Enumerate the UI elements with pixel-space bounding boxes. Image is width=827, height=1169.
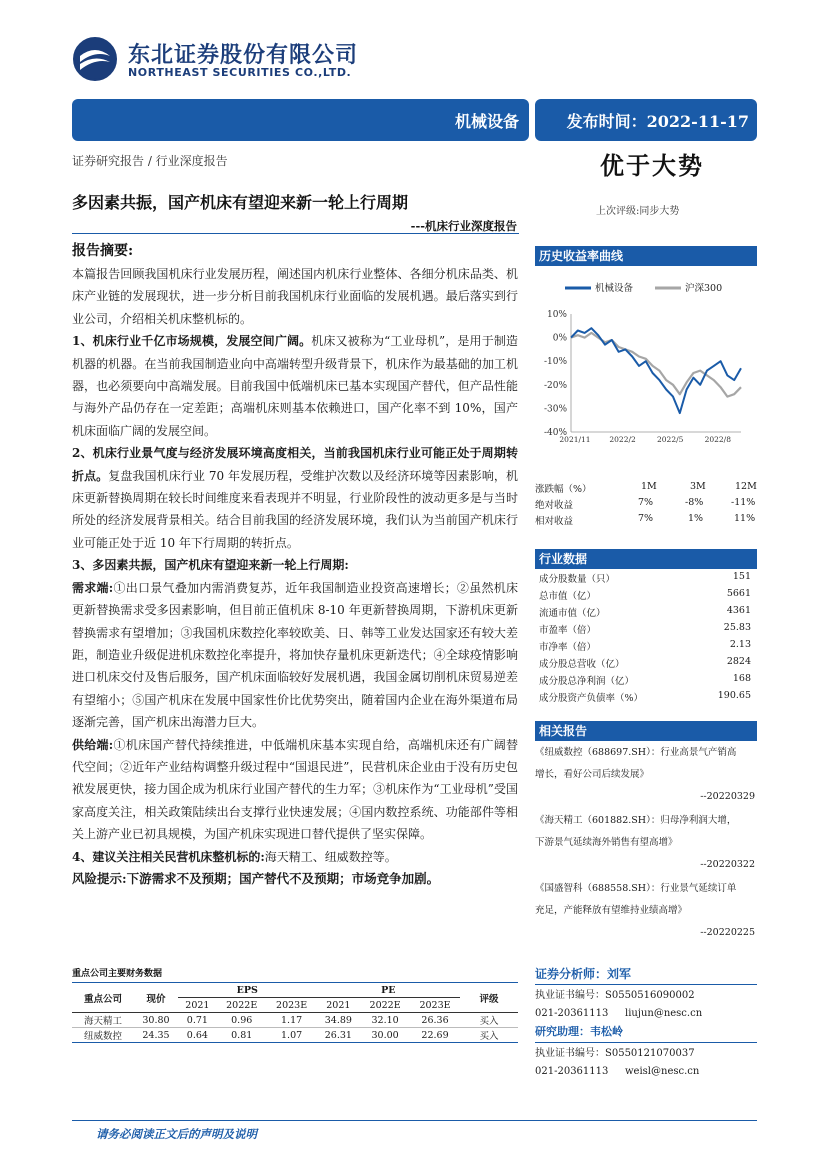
list-item[interactable]: 《海天精工（601882.SH）：归母净利润大增， 下游景气延续海外销售有望高增》 --20220322 <box>535 815 755 870</box>
analyst-1-title: 证券分析师：刘军 <box>535 967 632 981</box>
table-row: 总市值（亿） 5661 <box>539 588 751 602</box>
return-chart-svg <box>535 270 757 465</box>
financial-table-caption: 重点公司主要财务数据 <box>72 969 163 979</box>
abstract-demand: 需求端:①出口景气叠加内需消费复苏，近年我国制造业投资高速增长；②虽然机床更新替换需求受多因素影响，但目前正值机床 8-10 年更新替换周期，下游机床更新替换需求有望增加；③我国机床数控化率较欧美、日、韩等工业发达国家还有较大差距，制造业升级促进机床数控化率提升，将加快存量机床更新迭代；④全球疫情影响进口机床交付及售后服务，国产机床面临较好发展机遇，我国金属切削机床贸易逆差有望缩小；⑤国产机床在发展中国家性价比优势突出，随着国内企业在海外渠道布局逐渐完善，国产机床出海潜力巨大。 <box>72 580 518 730</box>
table-row: 绝对收益 7% -8% -11% <box>535 497 756 511</box>
analyst-divider <box>535 984 757 985</box>
related-reports-list <box>535 742 757 946</box>
previous-rating: 上次评级:同步大势 <box>596 206 680 217</box>
x-tick-label: 2022/2 <box>609 435 636 444</box>
performance-table <box>535 479 757 527</box>
table-row: 纽威数控 24.35 0.64 0.81 1.07 26.31 30.00 22.69 买入 <box>72 1028 518 1043</box>
industry-data-table <box>535 569 757 705</box>
analyst-2-cert: 执业证书编号：S0550121070037 <box>535 1048 695 1059</box>
date-banner <box>535 99 757 141</box>
series-line-machinery <box>571 328 741 413</box>
analyst-block <box>535 965 757 1081</box>
related-reports-heading: 相关报告 <box>535 721 757 741</box>
table-row: 成分股资产负债率（%） 190.65 <box>539 690 751 704</box>
publish-date: 发布时间：2022-11-17 <box>566 112 749 131</box>
x-tick-label: 2022/5 <box>657 435 684 444</box>
abstract-body <box>72 263 518 890</box>
list-item[interactable]: 《国盛智科（688558.SH）：行业景气延续订单 充足，产能释放有望维持业绩高增》 --20220225 <box>535 883 755 938</box>
company-name-cn: 东北证券股份有限公司 <box>128 43 359 68</box>
table-header-row: 重点公司 现价 EPS PE 评级 <box>72 983 518 998</box>
company-logo <box>72 36 392 86</box>
chart-section-heading: 历史收益率曲线 <box>535 246 757 266</box>
abstract-heading: 报告摘要: <box>72 243 134 259</box>
risk-warning: 风险提示:下游需求不及预期；国产替代不及预期；市场竞争加剧。 <box>72 870 440 886</box>
company-logo-mark-icon <box>72 36 118 82</box>
y-tick-label: -10% <box>543 357 567 368</box>
industry-banner <box>72 99 529 141</box>
abstract-intro: 本篇报告回顾我国机床行业发展历程，阐述国内机床行业整体、各细分机床品类、机床产业链的发展现状，进一步分析目前我国机床行业面临的发展机遇。最后落实到行业公司，介绍相关机床整机标的。 <box>72 267 518 326</box>
table-row: 成分股总营收（亿） 2824 <box>539 656 751 670</box>
analyst-2-title: 研究助理：韦松岭 <box>535 1025 623 1038</box>
legend-label: 沪深300 <box>685 283 723 294</box>
return-chart <box>535 270 757 465</box>
y-tick-label: -40% <box>543 428 567 438</box>
title-divider <box>72 233 519 234</box>
x-tick-label: 2021/11 <box>559 435 591 444</box>
abstract-point-2: 2、机床行业景气度与经济发展环境高度相关，当前我国机床行业可能正处于周期转折点。复盘我国机床行业 70 年发展历程，受维护次数以及经济环境等因素影响，机床更新替换周期在较长时间维度来看表现并不明显，行业阶段性的波动更多是与当时所处的经济发展背景相关。结合目前我国的经济发展环境，我们认为当前国产机床行业可能正处于近 10 年下行周期的转折点。 <box>72 446 518 550</box>
table-row: 市盈率（倍） 25.83 <box>539 622 751 636</box>
report-subtitle: ---机床行业深度报告 <box>410 219 517 233</box>
report-type: 证券研究报告 / 行业深度报告 <box>72 154 228 168</box>
analyst-divider <box>535 1042 757 1043</box>
analyst-2-contact: 021-20361113 weisl@nesc.cn <box>535 1063 757 1081</box>
industry-data-heading: 行业数据 <box>535 549 757 569</box>
y-tick-label: -30% <box>543 404 567 415</box>
table-row: 相对收益 7% 1% 11% <box>535 513 756 527</box>
analyst-1-email[interactable]: liujun@nesc.cn <box>625 1008 703 1019</box>
table-row: 流通市值（亿） 4361 <box>539 605 751 619</box>
list-item[interactable]: 《纽威数控（688697.SH）：行业高景气产销高 增长，看好公司后续发展》 --20220329 <box>535 747 755 802</box>
report-title: 多因素共振，国产机床有望迎来新一轮上行周期 <box>72 193 409 212</box>
table-year-row: 2021 2022E 2023E 2021 2022E 2023E <box>72 998 518 1013</box>
performance-header-row: 涨跌幅（%） 1M 3M 12M <box>535 481 757 495</box>
table-row: 海天精工 30.80 0.71 0.96 1.17 34.89 32.10 26.36 买入 <box>72 1013 518 1028</box>
x-tick-label: 2022/8 <box>704 435 731 444</box>
table-row: 成分股数量（只） 151 <box>539 571 751 585</box>
analyst-1-contact: 021-20361113 liujun@nesc.cn <box>535 1005 757 1023</box>
footer-notice: 请务必阅读正文后的声明及说明 <box>96 1127 257 1141</box>
analyst-2-email[interactable]: weisl@nesc.cn <box>625 1066 700 1077</box>
abstract-point-1: 1、机床行业千亿市场规模，发展空间广阔。机床又被称为“工业母机”，是用于制造机器的机器。在当前我国制造业向中高端转型升级背景下，机床作为最基础的加工机器，也必须要向中高端发展。目前我国中低端机床已基本实现国产替代，但产品性能与海外产品仍存在一定差距；高端机床则基本依赖进口，国产化率不到 10%，国产机床面临广阔的发展空间。 <box>72 334 518 438</box>
footer-divider <box>72 1120 757 1121</box>
analyst-1-cert: 执业证书编号：S0550516090002 <box>535 990 695 1001</box>
legend-label: 机械设备 <box>595 283 634 294</box>
table-row: 市净率（倍） 2.13 <box>539 639 751 653</box>
abstract-point-3: 3、多因素共振，国产机床有望迎来新一轮上行周期: <box>72 558 349 573</box>
y-tick-label: 10% <box>546 310 567 320</box>
abstract-point-4: 4、建议关注相关民营机床整机标的:海天精工、纽威数控等。 <box>72 849 397 864</box>
company-name-en: NORTHEAST SECURITIES CO.,LTD. <box>128 66 352 79</box>
y-tick-label: 0% <box>552 333 567 344</box>
y-tick-label: -20% <box>543 380 567 391</box>
rating: 优于大势 <box>600 151 704 180</box>
abstract-supply: 供给端:①机床国产替代持续推进，中低端机床基本实现自给，高端机床还有广阔替代空间；②近年产业结构调整升级过程中“国退民进”，民营机床企业由于没有历史包袱发展更快，接力国企成为机床行业国产替代的生力军；③机床作为“工业母机”受国家高度关注，相关政策陆续出台支撑行业快速发展；④国内数控系统、功能部件等相关上游产业已初具规模，为国产机床实现进口替代提供了坚实保障。 <box>72 737 518 842</box>
financial-table <box>72 982 518 1043</box>
table-row: 成分股总净利润（亿） 168 <box>539 673 751 687</box>
industry-label: 机械设备 <box>454 112 519 131</box>
